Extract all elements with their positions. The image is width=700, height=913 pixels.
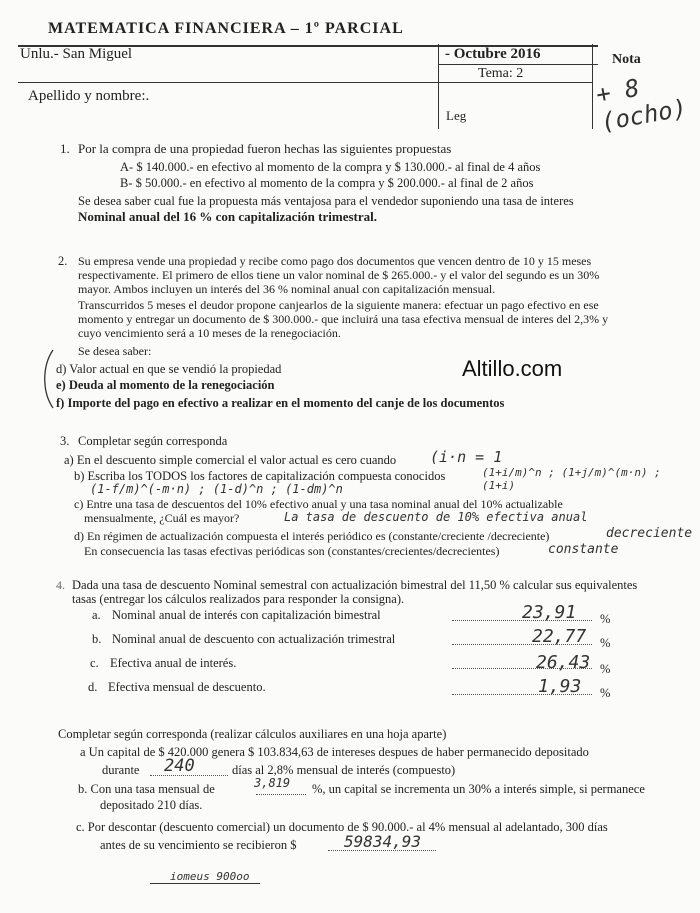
q2-line2: respectivamente. El primero de ellos tiene un valor nominal de $ 265.000.- y el valor del segundo es un 30% [78,268,600,282]
q5-a-answer: 240 [164,756,195,776]
q5-b-answer: 3,819 [254,776,291,790]
grade-label: Nota [612,52,641,67]
q2-line5: momento y entregar un documento de $ 300.000.- que incluirá una tasa efectiva mensual de interes del 2,3% y [78,312,609,326]
q5-c-line2: antes de su vencimiento se recibieron $ [100,838,297,852]
q3-number: 3. [60,434,70,448]
q1-line3: Nominal anual del 16 % con capitalización trimestral. [78,209,377,224]
q4-item-c-text: Efectiva anual de interés. [110,656,237,670]
q4-item-b-letter: b. [92,632,102,646]
q2-number: 2. [58,254,68,268]
q3-b-answer1: (1+i/m)^n ; (1+j/m)^(m·n) ; (1+i) [482,466,661,492]
q5-a-line1: a Un capital de $ 420.000 genera $ 103.834,63 de intereses despues de haber permanecido depositado [80,745,589,759]
q4-item-a-pct: % [600,612,611,626]
q2-item-f: f) Importe del pago en efectivo a realizar en el momento del canje de los documentos [56,396,505,410]
q2-line4: Transcurridos 5 meses el deudor propone canjearlos de la siguiente manera: efectuar un pago efectivo en ese [78,298,599,312]
name-label: Apellido y nombre:. [28,88,150,104]
q4-item-d-pct: % [600,686,611,700]
q5-b-line1b: %, un capital se incrementa un 30% a interés simple, si permanece [312,782,645,796]
q5-b-line1a: b. Con una tasa mensual de [78,782,215,796]
q4-item-c-answer: 26,43 [536,652,591,673]
watermark: Altillo.com [462,356,563,381]
q3-d2-answer: constante [548,542,619,557]
leg-label: Leg [446,108,467,123]
q3-c-line2: mensualmente, ¿Cuál es mayor? [84,511,240,525]
q2-line3: mayor. Ambos incluyen un interés del 36 % nominal anual con capitalización mensual. [78,282,496,296]
q2-line6: cuyo vencimiento será a 10 meses de la renegociación. [78,326,341,340]
q4-item-c-pct: % [600,662,611,676]
q4-item-b-answer: 22,77 [532,626,587,647]
q5-title: Completar según corresponda (realizar cálculos auxiliares en una hoja aparte) [58,727,447,741]
q2-item-d: d) Valor actual en que se vendió la propiedad [56,362,282,376]
q3-c-answer: La tasa de descuento de 10% efectiva anual [284,510,588,524]
q5-b-line2: depositado 210 días. [100,798,203,812]
q1-option-a: A- $ 140.000.- en efectivo al momento de la compra y $ 130.000.- al final de 4 años [120,160,541,174]
exam-theme: Tema: 2 [478,66,524,81]
q3-a-answer: (i·n = 1 [430,448,503,466]
signature: iomeus 900oo [170,870,250,883]
q4-item-d-text: Efectiva mensual de descuento. [108,680,266,694]
q4-item-a-answer: 23,91 [522,602,577,623]
q4-item-a-text: Nominal anual de interés con capitalización bimestral [112,608,381,622]
q3-b-answer2: (1-f/m)^(-m·n) ; (1-d)^n ; (1-dm)^n [90,482,343,496]
q4-item-d-answer: 1,93 [538,676,582,697]
q4-item-c-letter: c. [90,656,99,670]
q4-line1: Dada una tasa de descuento Nominal semestral con actualización bimestral del 11,50 % calcular sus equivalentes [72,578,638,592]
exam-title: MATEMATICA FINANCIERA – 1º PARCIAL [48,20,404,37]
q1-number: 1. [60,141,70,156]
exam-date: - Octubre 2016 [445,46,541,62]
q2-line7: Se desea saber: [78,344,152,358]
q3-d-line1: d) En régimen de actualización compuesta el interés periódico es (constante/creciente /decreciente) [74,529,550,543]
q4-item-b-text: Nominal anual de descuento con actualización trimestral [112,632,396,646]
q4-item-d-letter: d. [88,680,98,694]
q5-a-line2b: días al 2,8% mensual de interés (compuesto) [232,763,456,777]
q1-line1: Por la compra de una propiedad fueron hechas las siguientes propuestas [78,141,452,156]
q5-c-line1: c. Por descontar (descuento comercial) un documento de $ 90.000.- al 4% mensual al adelantado, 300 días [76,820,608,834]
bracket-mark [40,348,56,410]
q2-item-e: e) Deuda al momento de la renegociación [56,378,275,392]
q3-d-line2: En consecuencia las tasas efectivas periódicas son (constantes/crecientes/decrecientes) [84,544,500,558]
institution: Unlu.- San Miguel [20,46,133,62]
q5-a-line2a: durante [102,763,140,777]
q4-item-a-letter: a. [92,608,101,622]
q1-line2: Se desea saber cual fue la propuesta más ventajosa para el vendedor suponiendo una tasa de interes [78,194,574,208]
q3-a: a) En el descuento simple comercial el valor actual es cero cuando [64,453,397,467]
q1-option-b: B- $ 50.000.- en efectivo al momento de la compra y $ 200.000.- al final de 2 años [120,176,534,190]
grade-handwritten: + 8 (ocho) [593,73,690,137]
q3-title: Completar según corresponda [78,434,228,448]
q4-item-b-pct: % [600,636,611,650]
q2-line1: Su empresa vende una propiedad y recibe como pago dos documentos que vencen dentro de 10 y 15 meses [78,254,592,268]
q4-number: 4. [56,578,65,592]
q3-c-line1: c) Entre una tasa de descuentos del 10% efectivo anual y una tasa nominal anual del 10% actualizable [74,497,563,511]
q3-b: b) Escriba los TODOS los factores de capitalización compuesta conocidos [74,469,446,483]
q5-b-blank [256,794,306,795]
q4-line2: tasas (entregar los cálculos realizados para responder la consigna). [72,592,405,606]
q5-c-answer: 59834,93 [344,832,422,851]
q3-d1-answer: decreciente [606,526,693,541]
